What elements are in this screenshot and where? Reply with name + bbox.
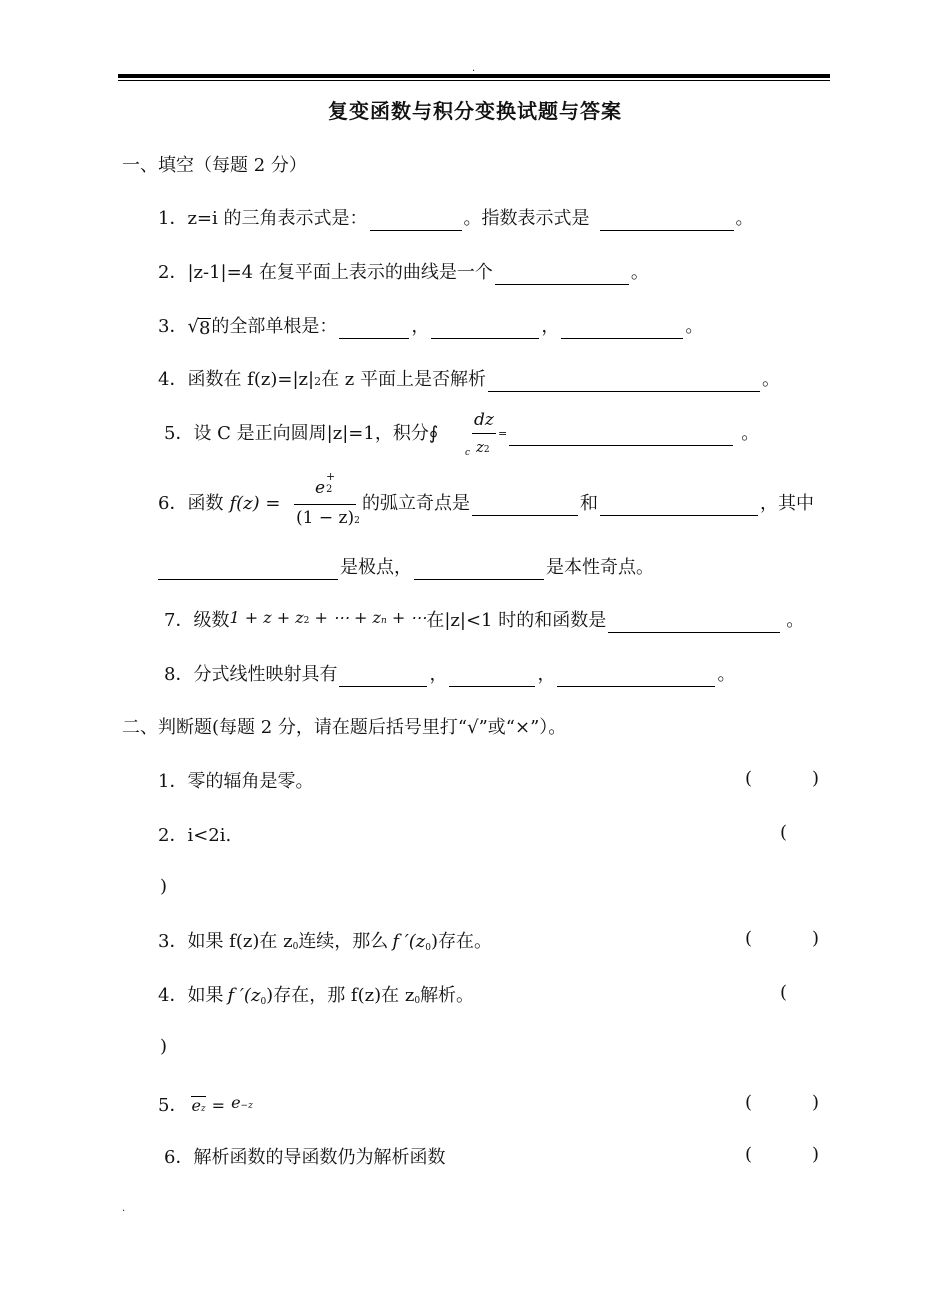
answer-paren-close-1[interactable]: ) xyxy=(812,768,820,789)
fill-question-6-tail: 的弧立奇点是 和 ，其中 xyxy=(362,493,814,514)
answer-paren-close-6[interactable]: ) xyxy=(812,1144,820,1165)
integral-numerator: dz xyxy=(474,410,494,430)
fill-question-5: 5． 设 C 是正向圆周|z|=1，积分 ∮ xyxy=(164,423,439,444)
fill-question-3: 3． √ 8 的全部单根是： ， ， 。 xyxy=(158,316,704,339)
q6-denominator: (1 − z)2 xyxy=(296,508,360,528)
header-rule-thin xyxy=(118,80,830,81)
footer-dot: . xyxy=(122,1203,126,1214)
answer-blank-6a[interactable] xyxy=(472,495,578,516)
answer-paren-close-2[interactable]: ) xyxy=(160,876,168,897)
exp-rhs: e−z xyxy=(231,1093,253,1112)
answer-blank-6b[interactable] xyxy=(600,495,758,516)
answer-paren-open-6[interactable]: ( xyxy=(745,1144,753,1165)
answer-paren-close-4[interactable]: ) xyxy=(160,1036,168,1057)
answer-blank-3a[interactable] xyxy=(339,318,409,339)
judge-question-3: 3． 如果 f(z)在 z 0 连续，那么 f ′(z 0 ) 存在。 xyxy=(158,931,493,953)
conjugate-lhs: ez xyxy=(191,1096,205,1118)
fill-question-8: 8． 分式线性映射具有 ， ， 。 xyxy=(164,664,736,685)
answer-blank-4[interactable] xyxy=(488,371,760,392)
answer-paren-open-2[interactable]: ( xyxy=(780,822,788,843)
answer-blank-8c[interactable] xyxy=(557,666,715,687)
fill-question-2: 2． |z-1|=4 在复平面上表示的曲线是一个 。 xyxy=(158,262,649,283)
answer-paren-close-3[interactable]: ) xyxy=(812,928,820,949)
header-rule-thick xyxy=(118,74,830,78)
section2-heading: 二、判断题(每题 2 分，请在题后括号里打“√”或“×”）。 xyxy=(122,717,567,738)
judge-question-5: 5． ez = e−z xyxy=(158,1093,253,1116)
judge-question-6: 6． 解析函数的导函数仍为解析函数 xyxy=(164,1147,446,1168)
integral-subscript: c xyxy=(465,448,471,458)
function-f-of-z: f(z) = xyxy=(229,493,281,514)
contour-integral-sign: ∮ xyxy=(428,423,439,444)
answer-blank-3c[interactable] xyxy=(561,318,683,339)
integral-fraction-bar xyxy=(472,433,496,434)
answer-blank-8a[interactable] xyxy=(339,666,427,687)
judge-question-4: 4． 如果 f ′(z 0 ) 存在，那 f(z)在 z 0 解析。 xyxy=(158,985,475,1007)
answer-paren-open-5[interactable]: ( xyxy=(745,1092,753,1113)
answer-blank-3b[interactable] xyxy=(431,318,539,339)
answer-blank-2[interactable] xyxy=(495,264,629,285)
answer-paren-open-4[interactable]: ( xyxy=(780,982,788,1003)
radical-sign: √ xyxy=(187,316,199,337)
answer-blank-6d[interactable] xyxy=(414,559,544,580)
answer-paren-open-1[interactable]: ( xyxy=(745,768,753,789)
q6-numerator-plus: + xyxy=(326,470,336,483)
fill-question-4: 4． 函数在 f(z)=|z| 2 在 z 平面上是否解析 。 xyxy=(158,369,780,390)
answer-blank-6c[interactable] xyxy=(158,559,338,580)
fill-question-7: 7． 级数 1 + z + z2 + ⋯ + zn + ⋯ 在|z|<1 时的和函数是 。 xyxy=(164,608,805,631)
answer-paren-open-3[interactable]: ( xyxy=(745,928,753,949)
q6-fraction-bar xyxy=(294,504,356,505)
answer-blank-8b[interactable] xyxy=(449,666,535,687)
q6-numerator-sup: 2 xyxy=(326,484,333,495)
series-expression: 1 + z + z2 + ⋯ + zn + ⋯ xyxy=(229,608,427,627)
fill-question-1: 1． z=i 的三角表示式是： 。指数表示式是 。 xyxy=(158,208,754,229)
answer-blank-7[interactable] xyxy=(608,612,780,633)
q6-numerator: e xyxy=(315,478,326,498)
radicand: 8 xyxy=(198,318,211,339)
section1-heading: 一、填空（每题 2 分） xyxy=(122,155,307,176)
answer-blank-5[interactable] xyxy=(509,425,733,446)
answer-blank-1b[interactable] xyxy=(600,210,734,231)
fill-question-5-tail: = 。 xyxy=(498,423,760,444)
answer-paren-close-5[interactable]: ) xyxy=(812,1092,820,1113)
page-title: 复变函数与积分变换试题与答案 xyxy=(328,99,622,123)
answer-blank-1a[interactable] xyxy=(370,210,462,231)
header-dot: . xyxy=(472,63,476,74)
judge-question-2: 2． i<2i. xyxy=(158,825,232,846)
fill-question-6: 6． 函数 f(z) = xyxy=(158,493,281,514)
fill-question-6-line2: 是极点， 是本性奇点。 xyxy=(158,554,654,580)
integral-denominator: z2 xyxy=(476,438,490,456)
judge-question-1: 1． 零的辐角是零。 xyxy=(158,771,314,792)
